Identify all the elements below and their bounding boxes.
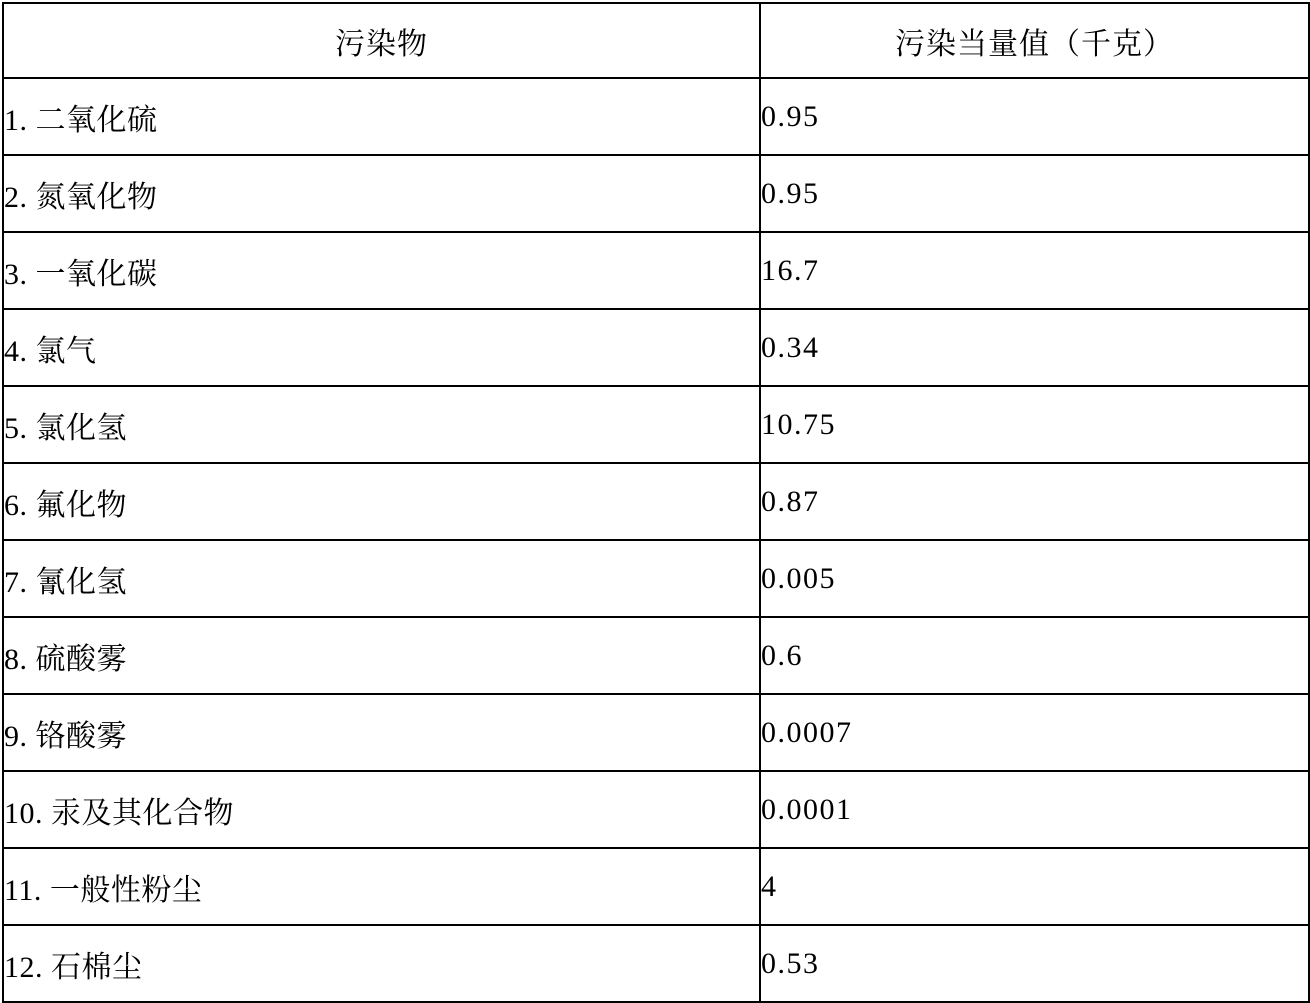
pollutant-name: 2. 氮氧化物 (3, 155, 760, 232)
pollutant-name: 6. 氟化物 (3, 463, 760, 540)
pollutant-equivalent-value: 0.34 (760, 309, 1309, 386)
pollutant-equivalent-value: 0.95 (760, 155, 1309, 232)
pollutant-equivalent-value: 0.0007 (760, 694, 1309, 771)
table-body (3, 78, 1309, 1002)
pollutant-name: 9. 铬酸雾 (3, 694, 760, 771)
pollutant-equivalent-value: 0.87 (760, 463, 1309, 540)
pollutant-equivalent-value: 0.005 (760, 540, 1309, 617)
pollutant-name: 3. 一氧化碳 (3, 232, 760, 309)
pollutant-name: 1. 二氧化硫 (3, 78, 760, 155)
pollutant-name: 11. 一般性粉尘 (3, 848, 760, 925)
table-row (3, 540, 1309, 617)
pollutant-equivalent-value: 0.6 (760, 617, 1309, 694)
table-row (3, 309, 1309, 386)
pollutant-name: 10. 汞及其化合物 (3, 771, 760, 848)
pollutant-equivalent-value: 10.75 (760, 386, 1309, 463)
table-row (3, 78, 1309, 155)
pollutant-equivalent-value: 0.95 (760, 78, 1309, 155)
table-header-row (3, 3, 1309, 78)
table-row (3, 848, 1309, 925)
pollutant-equivalent-value: 0.53 (760, 925, 1309, 1002)
table-row (3, 617, 1309, 694)
column-header-equivalent-value: 污染当量值（千克） (760, 3, 1309, 78)
table-header (3, 3, 1309, 78)
table-row (3, 694, 1309, 771)
pollutant-name: 5. 氯化氢 (3, 386, 760, 463)
pollutant-equivalent-value: 4 (760, 848, 1309, 925)
pollutant-equivalent-value: 0.0001 (760, 771, 1309, 848)
table-row (3, 771, 1309, 848)
pollutant-equivalent-value: 16.7 (760, 232, 1309, 309)
column-header-pollutant: 污染物 (3, 3, 760, 78)
table-row (3, 232, 1309, 309)
pollutant-equivalent-table-container (0, 2, 1310, 989)
table-row (3, 386, 1309, 463)
pollutant-name: 7. 氰化氢 (3, 540, 760, 617)
pollutant-name: 8. 硫酸雾 (3, 617, 760, 694)
pollutant-name: 4. 氯气 (3, 309, 760, 386)
pollutant-name: 12. 石棉尘 (3, 925, 760, 1002)
table-row (3, 463, 1309, 540)
pollutant-equivalent-table (2, 2, 1310, 1003)
table-row (3, 155, 1309, 232)
table-row (3, 925, 1309, 1002)
